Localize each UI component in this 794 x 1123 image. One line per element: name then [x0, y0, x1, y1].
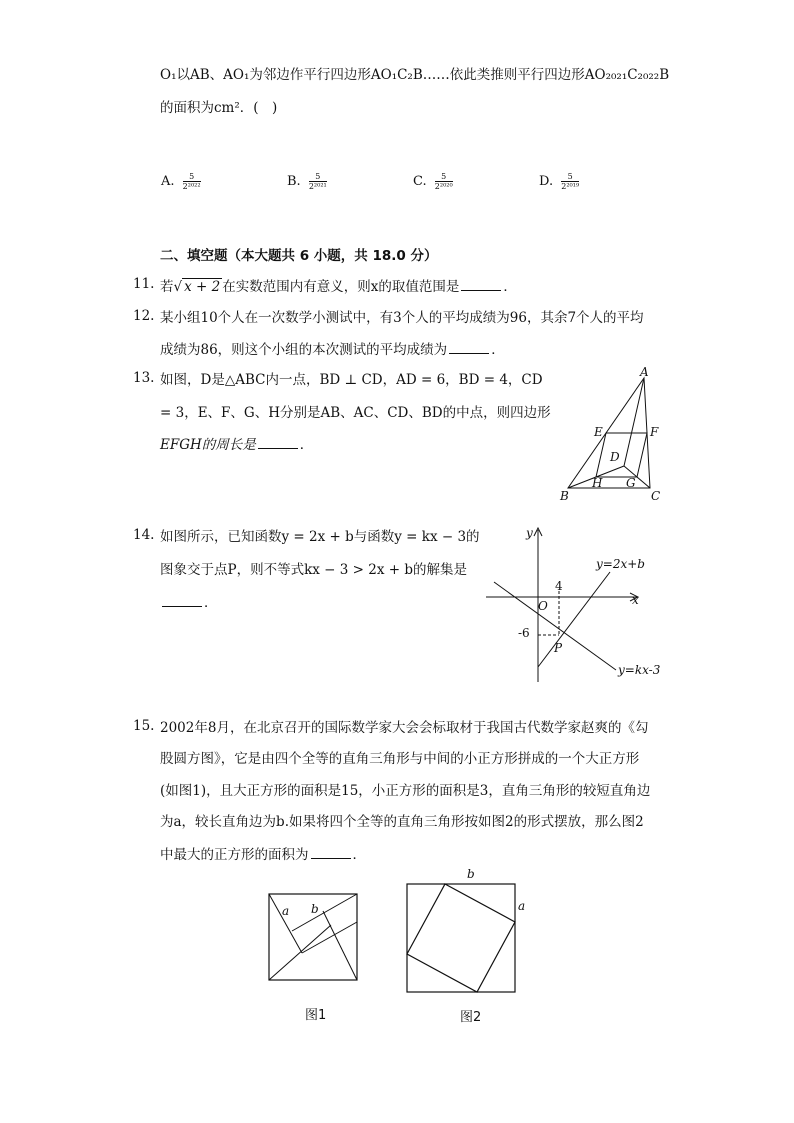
- option-fraction: [309, 172, 327, 191]
- q13-line1: 如图，D是△ABC内一点，BD ⊥ CD，AD = 6，BD = 4，CD: [160, 372, 543, 388]
- answer-blank[interactable]: [258, 434, 298, 449]
- q13-number: 13.: [133, 370, 155, 386]
- sqrt-sign: √: [173, 279, 183, 295]
- label-line-kx-3: y=kx-3: [618, 663, 661, 677]
- q13-end: ．: [299, 437, 314, 453]
- q15-line2: 股圆方图》，它是由四个全等的直角三角形与中间的小正方形拼成的一个大正方形: [160, 751, 640, 767]
- q12-line2-text: 成绩为86，则这个小组的本次测试的平均成绩为: [160, 342, 448, 358]
- label-g: G: [626, 476, 636, 490]
- label-line-2x-b: y=2x+b: [596, 557, 645, 571]
- answer-blank[interactable]: [311, 844, 351, 859]
- fraction-numerator: 5: [309, 172, 327, 182]
- label-x: x: [632, 593, 639, 607]
- fraction-denominator: 2²⁰²¹: [308, 182, 327, 191]
- label-origin: O: [538, 599, 548, 613]
- option-d: [539, 172, 579, 191]
- line-kx-3: [494, 582, 616, 670]
- q13-line3-text: EFGH的周长是: [160, 437, 256, 453]
- option-a: [161, 172, 201, 191]
- fraction-denominator: 2²⁰²²: [182, 182, 201, 191]
- label-c: C: [651, 489, 661, 503]
- q14-line3: [160, 592, 218, 613]
- option-c: [413, 172, 453, 191]
- label-b: B: [560, 489, 569, 503]
- label-f: F: [650, 425, 659, 439]
- label-d: D: [610, 450, 620, 464]
- triangle-edge: [292, 894, 357, 931]
- q11-post: 在实数范围内有意义，则x的取值范围是: [222, 279, 460, 295]
- label-neg6: -6: [518, 626, 530, 640]
- inner-tilted-square: [407, 884, 515, 992]
- q10-line2: 的面积为cm²．( ): [160, 100, 278, 116]
- label-a: a: [282, 904, 290, 918]
- q13-line2: = 3，E、F、G、H分别是AB、AC、CD、BD的中点，则四边形: [160, 405, 551, 421]
- option-fraction: [561, 172, 579, 191]
- option-letter: D.: [539, 174, 554, 189]
- segment-ad: [624, 378, 644, 466]
- q14-number: 14.: [133, 527, 155, 543]
- label-b: b: [311, 902, 319, 916]
- answer-blank[interactable]: [461, 276, 501, 291]
- q11-text: [160, 276, 517, 297]
- q11-radicand: x + 2: [184, 279, 221, 295]
- q15-line5-text: 中最大的正方形的面积为: [160, 847, 309, 863]
- q11-pre: 若: [160, 279, 174, 295]
- q14-line2: 图象交于点P，则不等式kx − 3 > 2x + b的解集是: [160, 562, 467, 578]
- label-e: E: [594, 425, 603, 439]
- q15-end: ．: [352, 847, 366, 863]
- answer-blank[interactable]: [449, 339, 489, 354]
- label-h: H: [592, 476, 603, 490]
- q13-triangle-figure: [560, 365, 670, 503]
- q11-number: 11.: [133, 276, 155, 292]
- option-letter: C.: [413, 174, 427, 189]
- line-2x-b: [538, 572, 610, 667]
- outer-square: [407, 884, 515, 992]
- q15-line5: [160, 844, 366, 865]
- answer-blank[interactable]: [162, 592, 202, 607]
- fraction-numerator: 5: [561, 172, 579, 182]
- q15-line3: (如图1)，且大正方形的面积是15，小正方形的面积是3，直角三角形的较短直角边: [160, 783, 651, 799]
- option-fraction: [183, 172, 201, 191]
- q12-line2: [160, 339, 505, 360]
- section-title: 二、填空题（本大题共 6 小题，共 18.0 分）: [160, 248, 438, 264]
- q10-line1: O₁以AB、AO₁为邻边作平行四边形AO₁C₂B……依此类推则平行四边形AO₂₀₂₁C₂₀₂₂B: [160, 67, 670, 83]
- label-y: y: [526, 526, 533, 540]
- option-letter: B.: [287, 174, 301, 189]
- q12-end: ．: [491, 342, 505, 358]
- q12-number: 12.: [133, 308, 155, 324]
- option-letter: A.: [161, 174, 175, 189]
- fraction-denominator: 2²⁰¹⁹: [561, 182, 580, 191]
- q15-line1: 2002年8月，在北京召开的国际数学家大会会标取材于我国古代数学家赵爽的《勾: [160, 720, 649, 736]
- label-a: a: [518, 899, 526, 913]
- option-b: [287, 172, 327, 191]
- q15-number: 15.: [133, 718, 155, 734]
- label-b: b: [467, 867, 475, 881]
- triangle-edge: [269, 894, 302, 953]
- quad-efgh: [596, 433, 647, 477]
- figure-2-caption: 图2: [460, 1010, 482, 1025]
- q12-line1: 某小组10个人在一次数学小测试中，有3个人的平均成绩为96，其余7个人的平均: [160, 310, 644, 326]
- figure-2-square: [405, 866, 540, 996]
- figure-1-chord-square: [268, 893, 363, 983]
- q15-line4: 为a，较长直角边为b.如果将四个全等的直角三角形按如图2的形式摆放，那么图2: [160, 814, 644, 830]
- figure-1-caption: 图1: [305, 1008, 327, 1023]
- triangle-edge: [323, 911, 357, 980]
- q14-graph-figure: [482, 522, 672, 687]
- option-fraction: [435, 172, 453, 191]
- q14-line1: 如图所示，已知函数y = 2x + b与函数y = kx − 3的: [160, 529, 480, 545]
- fraction-numerator: 5: [183, 172, 201, 182]
- label-p: P: [554, 641, 563, 655]
- fraction-denominator: 2²⁰²⁰: [434, 182, 453, 191]
- label-four: 4: [555, 579, 563, 593]
- label-a: A: [640, 365, 649, 379]
- q13-line3: [160, 434, 313, 455]
- triangle-edge: [269, 925, 331, 980]
- fraction-numerator: 5: [435, 172, 453, 182]
- q14-end: ．: [204, 595, 218, 611]
- q11-end: ．: [503, 279, 517, 295]
